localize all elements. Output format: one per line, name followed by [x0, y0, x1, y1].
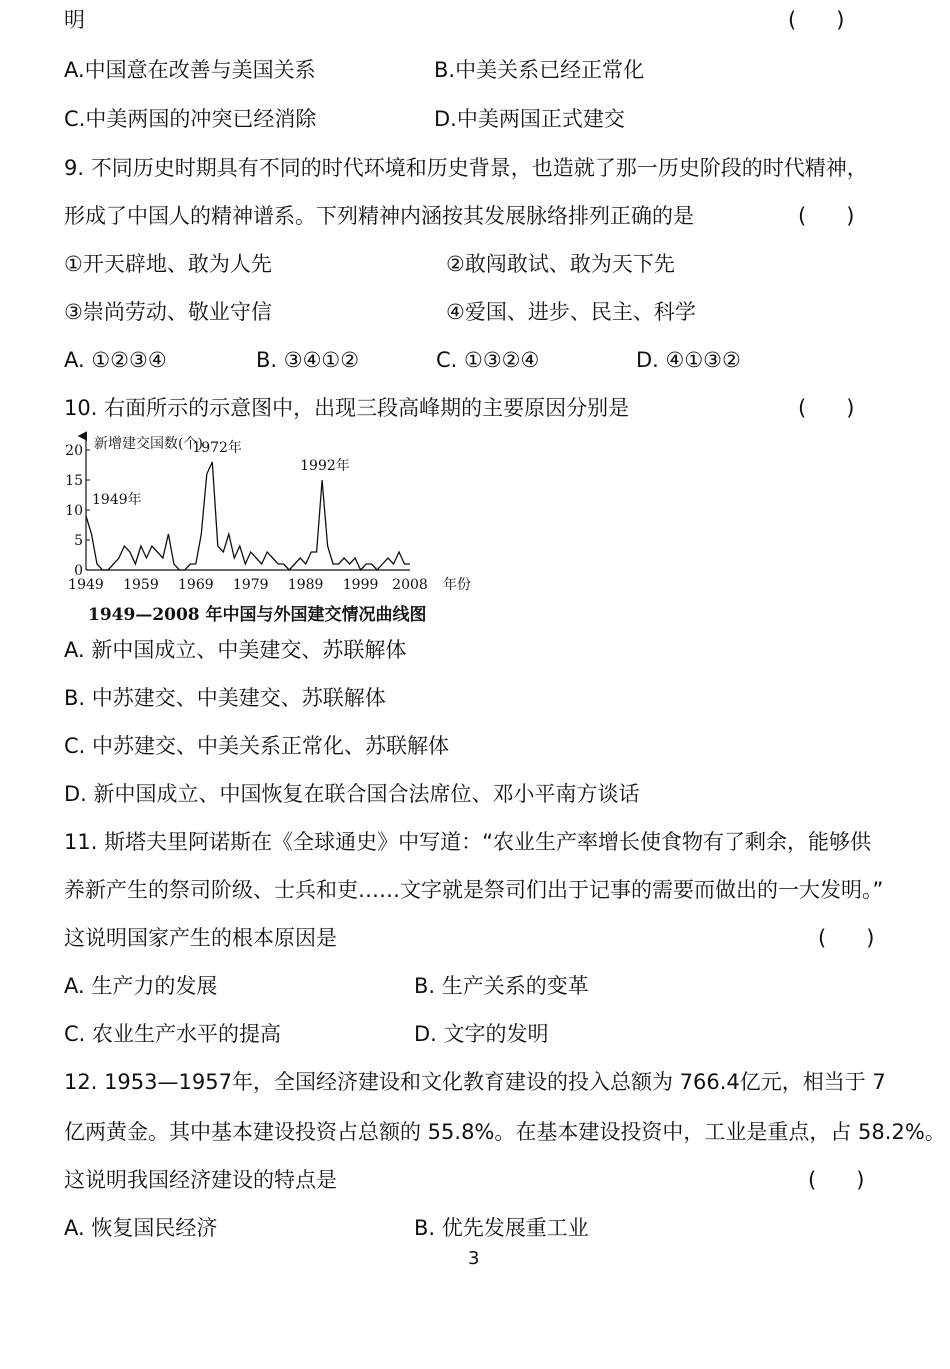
q10-option-d: D. 新中国成立、中国恢复在联合国合法席位、邓小平南方谈话 — [64, 782, 640, 806]
q8-option-c: C.中美两国的冲突已经消除 — [64, 107, 317, 131]
q10-option-c: C. 中苏建交、中美关系正常化、苏联解体 — [64, 734, 450, 758]
q9-option-d: D. ④①③② — [636, 348, 741, 372]
x-tick-label: 1969 — [178, 577, 214, 593]
x-tick-label: 1999 — [342, 577, 379, 593]
q10-stem-line1: 10. 右面所示的示意图中，出现三段高峰期的主要原因分别是 — [64, 396, 630, 420]
q8-option-d: D.中美两国正式建交 — [434, 107, 625, 131]
q9-item-3: ③崇尚劳动、敬业守信 — [64, 300, 272, 324]
q12-stem-line3: 这说明我国经济建设的特点是 — [64, 1168, 337, 1192]
x-tick-label: 2008 — [392, 577, 428, 593]
q12-stem-line2: 亿两黄金。其中基本建设投资占总额的 55.8%。在基本建设投资中，工业是重点，占 58.2%。 — [64, 1120, 946, 1144]
q9-option-c: C. ①③②④ — [436, 348, 540, 372]
y-tick-label: 20 — [65, 443, 83, 459]
q12-option-a: A. 恢复国民经济 — [64, 1216, 218, 1240]
q8-answer-paren: ( ) — [788, 8, 845, 32]
q11-option-b: B. 生产关系的变革 — [414, 974, 589, 998]
peak-annotation: 1992年 — [300, 458, 350, 474]
q8-option-b: B.中美关系已经正常化 — [434, 58, 645, 82]
q11-stem-line1: 11. 斯塔夫里阿诺斯在《全球通史》中写道：“农业生产率增长使食物有了剩余，能够供 — [64, 830, 871, 854]
page-number: 3 — [468, 1248, 480, 1269]
q11-option-a: A. 生产力的发展 — [64, 974, 218, 998]
q12-option-b: B. 优先发展重工业 — [414, 1216, 589, 1240]
x-axis-label: 年份 — [443, 577, 471, 593]
q11-stem-line3: 这说明国家产生的根本原因是 — [64, 926, 337, 950]
q9-option-b: B. ③④①② — [256, 348, 360, 372]
q8-option-a: A.中国意在改善与美国关系 — [64, 58, 316, 82]
q12-answer-paren: ( ) — [808, 1168, 865, 1192]
q10-answer-paren: ( ) — [798, 396, 855, 420]
q11-answer-paren: ( ) — [818, 926, 875, 950]
q11-option-c: C. 农业生产水平的提高 — [64, 1022, 282, 1046]
series-line — [86, 462, 410, 570]
q9-answer-paren: ( ) — [798, 204, 855, 228]
q9-stem-line2: 形成了中国人的精神谱系。下列精神内涵按其发展脉络排列正确的是 — [64, 204, 694, 228]
q8-stem-tail: 明 — [64, 8, 85, 32]
y-axis-label: 新增建交国数(个) — [94, 436, 203, 452]
x-tick-label: 1979 — [232, 577, 269, 593]
peak-annotation: 1949年 — [92, 492, 142, 508]
q11-option-d: D. 文字的发明 — [414, 1022, 549, 1046]
q10-option-a: A. 新中国成立、中美建交、苏联解体 — [64, 638, 407, 662]
y-tick-label: 15 — [65, 473, 83, 489]
x-tick-label: 1989 — [287, 577, 324, 593]
y-tick-label: 0 — [74, 563, 83, 579]
q11-stem-line2: 养新产生的祭司阶级、士兵和吏……文字就是祭司们出于记事的需要而做出的一大发明。” — [64, 878, 884, 902]
x-tick-label: 1959 — [123, 577, 159, 593]
q9-item-4: ④爱国、进步、民主、科学 — [446, 300, 696, 324]
q9-option-a: A. ①②③④ — [64, 348, 167, 372]
q9-item-2: ②敢闯敢试、敢为天下先 — [446, 252, 675, 276]
y-tick-label: 5 — [74, 533, 83, 549]
q9-item-1: ①开天辟地、敢为人先 — [64, 252, 272, 276]
q10-option-b: B. 中苏建交、中美建交、苏联解体 — [64, 686, 386, 710]
chart-caption: 1949—2008 年中国与外国建交情况曲线图 — [88, 605, 427, 625]
q12-stem-line1: 12. 1953—1957年，全国经济建设和文化教育建设的投入总额为 766.4亿元，相当于 7 — [64, 1070, 886, 1094]
x-tick-label: 1949 — [68, 577, 104, 593]
peak-annotation: 1972年 — [192, 440, 242, 456]
y-tick-label: 10 — [65, 503, 83, 519]
diplomatic-relations-chart — [58, 428, 488, 600]
q9-stem-line1: 9. 不同历史时期具有不同的时代环境和历史背景，也造就了那一历史阶段的时代精神， — [64, 156, 868, 180]
